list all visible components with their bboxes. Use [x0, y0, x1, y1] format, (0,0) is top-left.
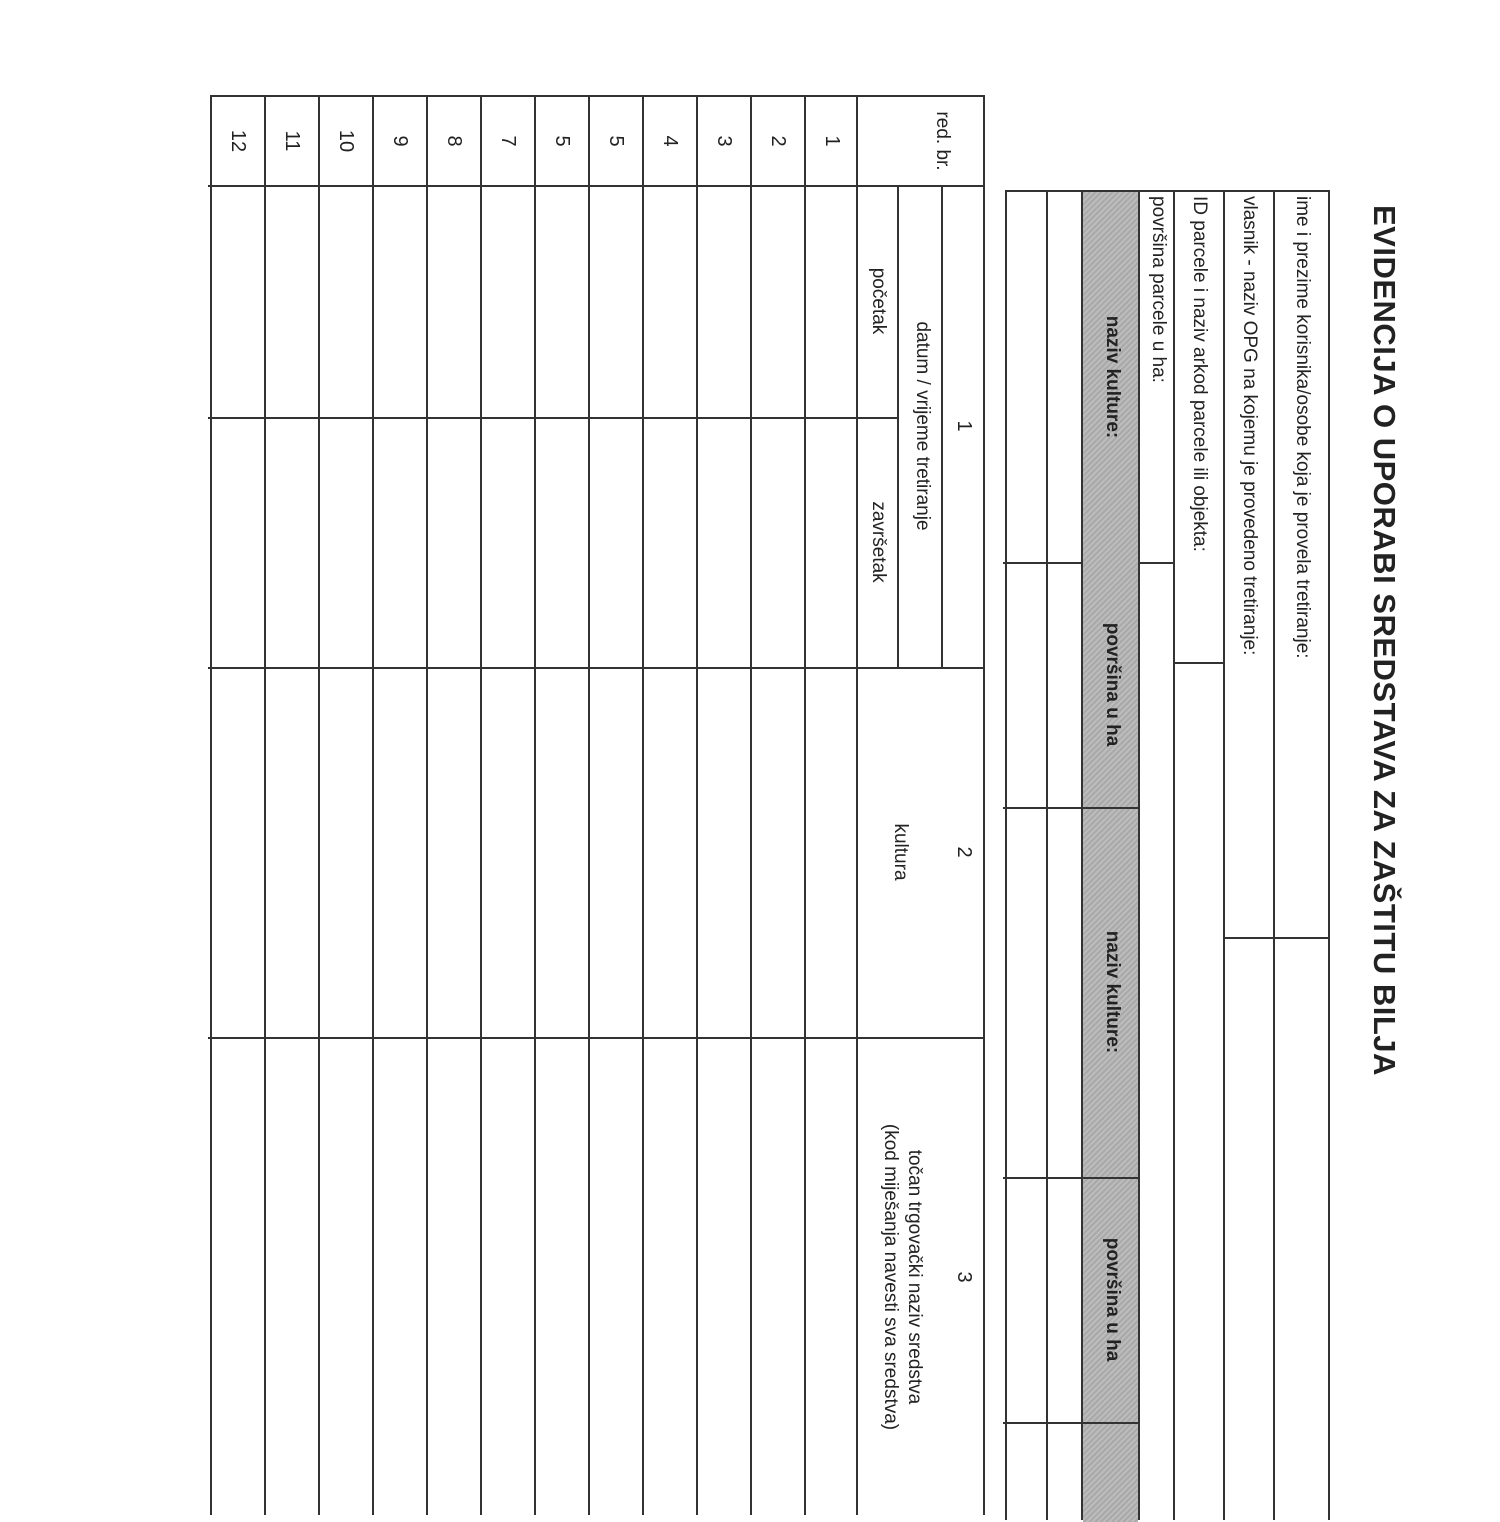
- table-row: [588, 97, 642, 1515]
- header-datetime: datum / vrijeme tretiranje: [912, 321, 933, 531]
- header-end: završetak: [868, 501, 889, 583]
- row-number: 5: [605, 135, 627, 147]
- row-number: 5: [551, 135, 573, 147]
- row-number: 7: [497, 135, 519, 147]
- row-number: 11: [281, 130, 303, 152]
- parcel-info-table: [1005, 190, 1330, 1520]
- row-number: 3: [713, 135, 735, 147]
- table-row: [210, 97, 264, 1515]
- table-row: [804, 97, 858, 1515]
- page-title: EVIDENCIJA O UPORABI SREDSTAVA ZA ZAŠTITU BILJA: [1367, 205, 1402, 1076]
- field-parcel-area: [1138, 192, 1173, 1520]
- row-number: 4: [659, 135, 681, 147]
- header-crop: kultura: [890, 823, 911, 881]
- header-col1-number: 1: [953, 420, 975, 432]
- divider: [897, 185, 899, 667]
- field-label: površina parcele u ha:: [1148, 196, 1169, 383]
- treatment-log-table: [210, 95, 985, 1515]
- header-product-line2: (kod miješanja navesti sva sredstva): [880, 1123, 901, 1431]
- field-user-name: [1273, 192, 1328, 1520]
- table-row: [642, 97, 696, 1515]
- table-row: [696, 97, 750, 1515]
- row-number: 2: [767, 135, 789, 147]
- header-row-number: red. br.: [932, 111, 953, 171]
- row-number: 9: [389, 135, 411, 147]
- crop-name-header: naziv kulture:: [1102, 315, 1123, 439]
- table-row: [318, 97, 372, 1515]
- crop-area-header: površina u ha: [1102, 1237, 1123, 1362]
- table-row: [372, 97, 426, 1515]
- table-row: [534, 97, 588, 1515]
- field-label: ID parcele i naziv arkod parcele ili objekta:: [1189, 196, 1210, 552]
- row-number: 1: [821, 135, 843, 147]
- field-parcel-id: [1173, 192, 1223, 1520]
- row-number: 8: [443, 135, 465, 147]
- divider: [941, 185, 943, 667]
- table-row: [264, 97, 318, 1515]
- divider: [1173, 662, 1223, 664]
- row-number: 10: [335, 129, 357, 153]
- divider: [1046, 192, 1048, 1520]
- crop-name-header: naziv kulture:: [1102, 930, 1123, 1054]
- header-start: početak: [868, 267, 889, 335]
- field-label: vlasnik - naziv OPG na kojemu je provedeno tretiranje:: [1239, 196, 1260, 656]
- field-owner: [1223, 192, 1273, 1520]
- row-number: 12: [227, 129, 249, 153]
- table-row: [480, 97, 534, 1515]
- header-col3-number: 3: [953, 1271, 975, 1283]
- divider: [1081, 192, 1083, 1520]
- crop-area-header: površina u ha: [1102, 622, 1123, 747]
- field-label: ime i prezime korisnika/osobe koja je provela tretiranje:: [1292, 196, 1313, 659]
- table-row: [426, 97, 480, 1515]
- header-product-line1: točan trgovački naziv sredstva: [904, 1149, 925, 1405]
- divider: [1223, 937, 1328, 939]
- table-row: [750, 97, 804, 1515]
- header-col2-number: 2: [953, 846, 975, 858]
- divider: [1003, 1422, 1138, 1424]
